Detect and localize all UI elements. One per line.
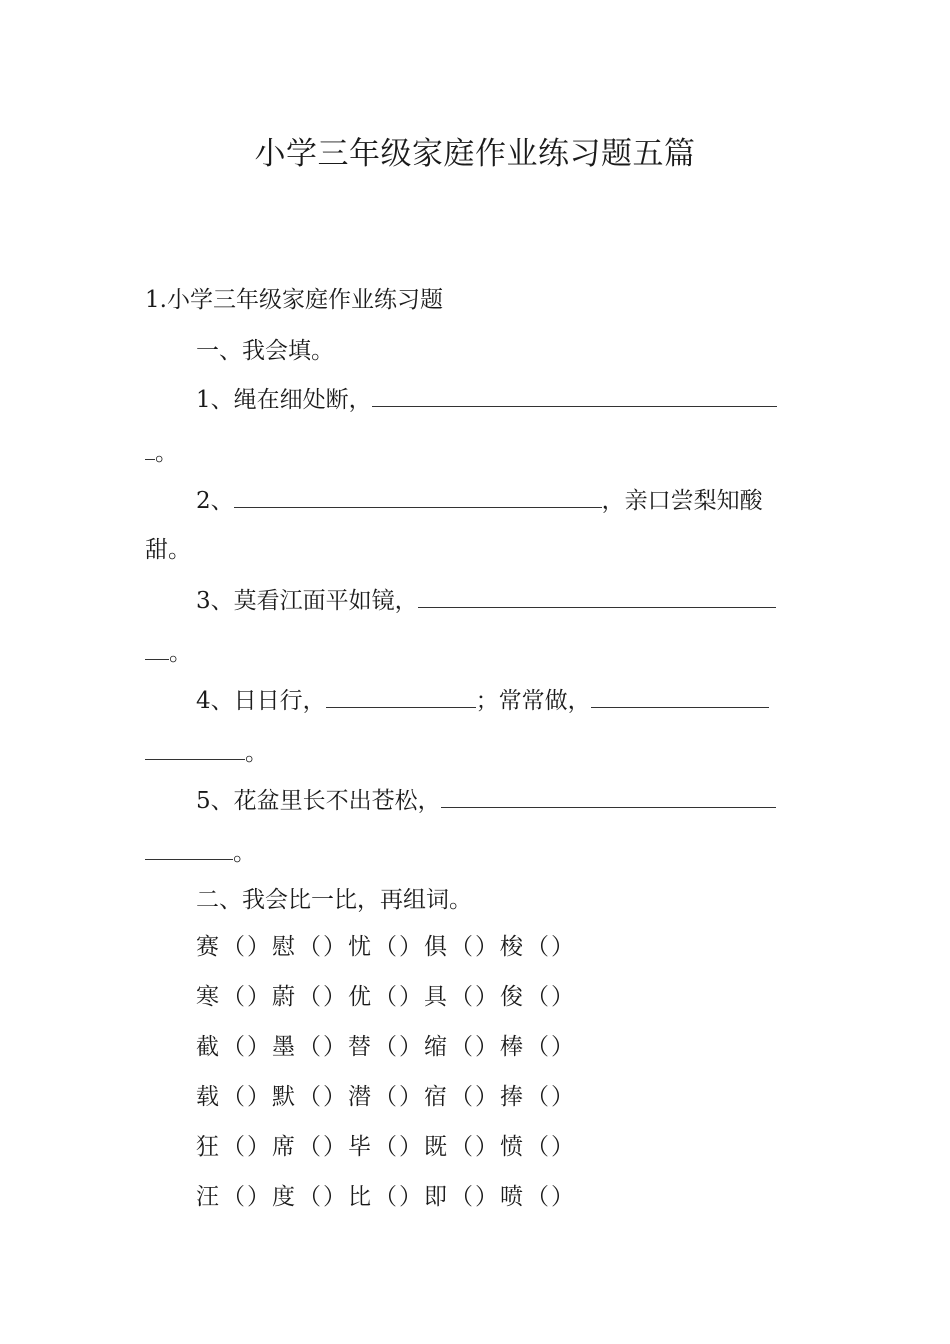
char-cell: 毕: [348, 1134, 371, 1160]
paren-blank[interactable]: （）: [298, 1184, 348, 1210]
char-row: [196, 1132, 576, 1162]
char-row: [196, 932, 576, 962]
char-cell: 席: [272, 1134, 295, 1160]
paren-blank[interactable]: （）: [526, 1134, 576, 1160]
char-cell: 慰: [272, 934, 295, 960]
answer-blank[interactable]: [145, 437, 155, 460]
part1-heading: 一、我会填。: [196, 338, 334, 364]
char-cell: 棒: [500, 1034, 523, 1060]
char-cell: 宿: [424, 1084, 447, 1110]
period: 。: [233, 840, 256, 866]
char-cell: 赛: [196, 934, 219, 960]
char-cell: 潜: [348, 1084, 371, 1110]
char-cell: 度: [272, 1184, 295, 1210]
page-title: 小学三年级家庭作业练习题五篇: [254, 136, 696, 172]
char-cell: 替: [348, 1034, 371, 1060]
question-3-continuation: [145, 637, 192, 668]
char-cell: 即: [424, 1184, 447, 1210]
question-5-continuation: [145, 837, 256, 868]
char-cell: 汪: [196, 1184, 219, 1210]
question-3-text: 3、莫看江面平如镜，: [196, 588, 418, 614]
question-2-text: ，亲口尝梨知酸: [601, 488, 763, 514]
char-cell: 愤: [500, 1134, 523, 1160]
question-3: [196, 585, 776, 616]
paren-blank[interactable]: （）: [374, 984, 424, 1010]
paren-blank[interactable]: （）: [222, 1034, 272, 1060]
paren-blank[interactable]: （）: [374, 1184, 424, 1210]
paren-blank[interactable]: （）: [222, 1184, 272, 1210]
paren-blank[interactable]: （）: [450, 1184, 500, 1210]
char-row: [196, 1082, 576, 1112]
answer-blank[interactable]: [145, 837, 233, 860]
period: 。: [245, 740, 268, 766]
char-row: [196, 1182, 576, 1212]
answer-blank[interactable]: [145, 637, 169, 660]
answer-blank[interactable]: [372, 384, 777, 407]
char-cell: 忧: [348, 934, 371, 960]
char-cell: 狂: [196, 1134, 219, 1160]
char-cell: 既: [424, 1134, 447, 1160]
paren-blank[interactable]: （）: [526, 1184, 576, 1210]
char-cell: 缩: [424, 1034, 447, 1060]
paren-blank[interactable]: （）: [298, 934, 348, 960]
char-row: [196, 982, 576, 1012]
section-heading: 1.小学三年级家庭作业练习题: [145, 287, 443, 313]
paren-blank[interactable]: （）: [374, 1134, 424, 1160]
char-row: [196, 1032, 576, 1062]
period: 。: [155, 440, 178, 466]
paren-blank[interactable]: （）: [374, 1034, 424, 1060]
period: 。: [169, 640, 192, 666]
paren-blank[interactable]: （）: [526, 1084, 576, 1110]
answer-blank[interactable]: [591, 685, 769, 708]
part2-heading: 二、我会比一比，再组词。: [196, 887, 472, 913]
char-cell: 截: [196, 1034, 219, 1060]
char-cell: 梭: [500, 934, 523, 960]
char-cell: 墨: [272, 1034, 295, 1060]
paren-blank[interactable]: （）: [450, 1134, 500, 1160]
question-2: [196, 485, 763, 516]
paren-blank[interactable]: （）: [298, 1134, 348, 1160]
paren-blank[interactable]: （）: [374, 934, 424, 960]
question-4-part-a: 4、日日行，: [196, 688, 326, 714]
paren-blank[interactable]: （）: [526, 1034, 576, 1060]
question-4-part-b: ；常常做，: [475, 688, 591, 714]
paren-blank[interactable]: （）: [450, 984, 500, 1010]
char-cell: 具: [424, 984, 447, 1010]
char-cell: 寒: [196, 984, 219, 1010]
char-cell: 俊: [500, 984, 523, 1010]
paren-blank[interactable]: （）: [450, 1034, 500, 1060]
paren-blank[interactable]: （）: [526, 984, 576, 1010]
char-cell: 比: [348, 1184, 371, 1210]
paren-blank[interactable]: （）: [222, 984, 272, 1010]
answer-blank[interactable]: [234, 485, 602, 508]
answer-blank[interactable]: [441, 785, 776, 808]
paren-blank[interactable]: （）: [374, 1084, 424, 1110]
question-1-continuation: [145, 437, 178, 468]
question-4: [196, 685, 769, 716]
char-cell: 载: [196, 1084, 219, 1110]
paren-blank[interactable]: （）: [298, 1084, 348, 1110]
paren-blank[interactable]: （）: [222, 1084, 272, 1110]
answer-blank[interactable]: [145, 737, 245, 760]
answer-blank[interactable]: [418, 585, 776, 608]
question-2-num: 2、: [196, 488, 234, 514]
paren-blank[interactable]: （）: [298, 1034, 348, 1060]
char-cell: 俱: [424, 934, 447, 960]
paren-blank[interactable]: （）: [450, 1084, 500, 1110]
paren-blank[interactable]: （）: [450, 934, 500, 960]
question-5: [196, 785, 776, 816]
question-1: [196, 384, 777, 415]
char-cell: 喷: [500, 1184, 523, 1210]
paren-blank[interactable]: （）: [222, 934, 272, 960]
question-5-text: 5、花盆里长不出苍松，: [196, 788, 441, 814]
question-1-text: 1、绳在细处断，: [196, 387, 372, 413]
char-cell: 蔚: [272, 984, 295, 1010]
question-4-continuation: [145, 737, 268, 768]
char-cell: 优: [348, 984, 371, 1010]
question-2-continuation: 甜。: [145, 537, 191, 563]
answer-blank[interactable]: [326, 685, 476, 708]
paren-blank[interactable]: （）: [222, 1134, 272, 1160]
char-cell: 默: [272, 1084, 295, 1110]
char-cell: 捧: [500, 1084, 523, 1110]
paren-blank[interactable]: （）: [526, 934, 576, 960]
paren-blank[interactable]: （）: [298, 984, 348, 1010]
